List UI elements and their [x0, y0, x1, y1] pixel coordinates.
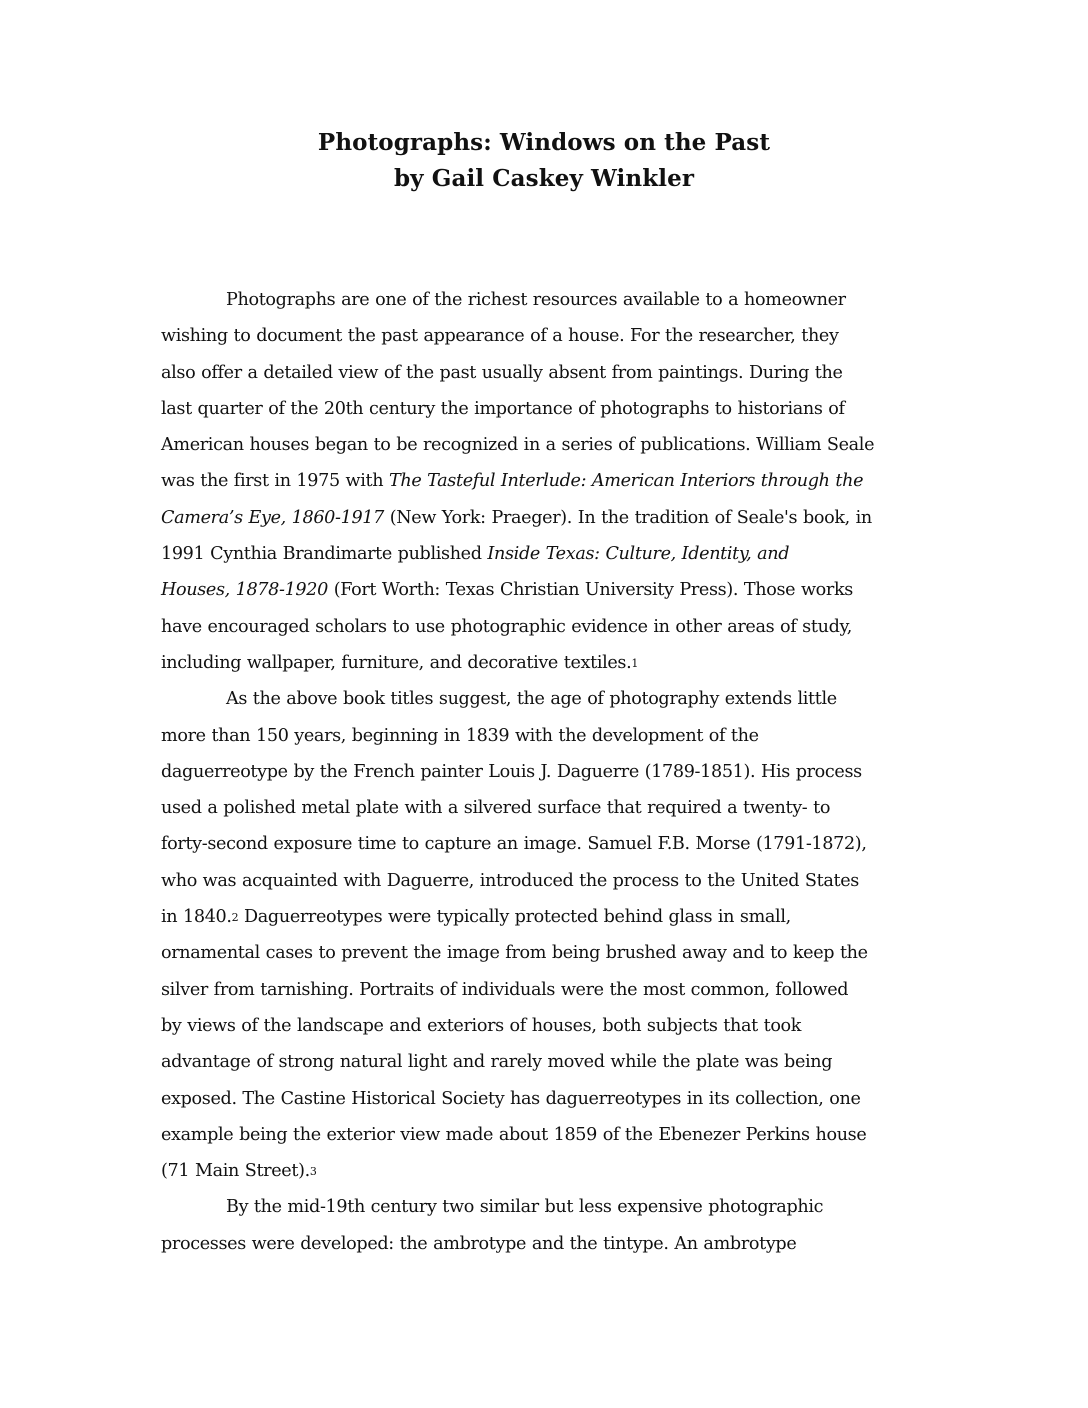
line-text: (New York: Praeger). In the tradition of Seale's book, in	[383, 507, 872, 528]
paragraph-1-line: have encouraged scholars to use photographic evidence in other areas of study,	[161, 616, 852, 637]
body-text	[161, 282, 929, 1262]
paragraph-2-line: who was acquainted with Daguerre, introduced the process to the United States	[161, 870, 859, 891]
paragraph-2-line: more than 150 years, beginning in 1839 with the development of the	[161, 725, 759, 746]
paragraph-1-line: American houses began to be recognized in a series of publications. William Seale	[161, 435, 875, 456]
line-text: (Fort Worth: Texas Christian University Press). Those works	[327, 580, 853, 601]
paragraph-2-line: forty-second exposure time to capture an image. Samuel F.B. Morse (1791-1872),	[161, 834, 867, 855]
paragraph-2-line: by views of the landscape and exteriors of houses, both subjects that took	[161, 1015, 802, 1036]
book-title-italic: The Tasteful Interlude: American Interiors through the	[388, 471, 864, 492]
line-text: was the first in 1975 with	[161, 471, 389, 492]
paragraph-2-line: advantage of strong natural light and rarely moved while the plate was being	[161, 1052, 833, 1073]
paragraph-2-line: As the above book titles suggest, the age of photography extends little	[226, 689, 837, 710]
line-text: including wallpaper, furniture, and decorative textiles.	[161, 652, 632, 673]
paragraph-2-line: used a polished metal plate with a silvered surface that required a twenty- to	[161, 798, 831, 819]
book-title-italic: Houses, 1878-1920	[161, 580, 328, 601]
paragraph-2-line	[161, 899, 929, 935]
paragraph-1-line	[161, 645, 929, 681]
paragraph-3-line: By the mid-19th century two similar but less expensive photographic	[226, 1197, 824, 1218]
paragraph-2-line: ornamental cases to prevent the image from being brushed away and to keep the	[161, 943, 868, 964]
book-title-italic: Camera’s Eye, 1860-1917	[161, 507, 384, 528]
footnote-marker: 3	[309, 1165, 317, 1179]
paragraph-1-line	[161, 463, 929, 499]
paragraph-1-line: wishing to document the past appearance of a house. For the researcher, they	[161, 326, 839, 347]
footnote-marker: 1	[631, 656, 639, 670]
paragraph-2-line	[161, 1153, 929, 1189]
document-author: by Gail Caskey Winkler	[393, 165, 695, 192]
book-title-italic: Inside Texas: Culture, Identity, and	[487, 544, 790, 565]
paragraph-3-line: processes were developed: the ambrotype and the tintype. An ambrotype	[161, 1233, 797, 1254]
line-text: 1991 Cynthia Brandimarte published	[161, 544, 488, 565]
paragraph-2-line: silver from tarnishing. Portraits of individuals were the most common, followed	[161, 979, 849, 1000]
title-block	[0, 125, 1088, 197]
line-text: (71 Main Street).	[161, 1161, 310, 1182]
paragraph-1-line	[161, 536, 929, 572]
line-text: in 1840.	[161, 907, 232, 928]
paragraph-2-line: exposed. The Castine Historical Society has daguerreotypes in its collection, one	[161, 1088, 861, 1109]
paragraph-1-line	[161, 500, 929, 536]
footnote-marker: 2	[231, 911, 239, 925]
paragraph-2-line: daguerreotype by the French painter Louis J. Daguerre (1789-1851). His process	[161, 761, 862, 782]
line-text: Daguerreotypes were typically protected behind glass in small,	[238, 907, 791, 928]
paragraph-1-line: last quarter of the 20th century the importance of photographs to historians of	[161, 398, 845, 419]
paragraph-1-line: also offer a detailed view of the past usually absent from paintings. During the	[161, 362, 843, 383]
paragraph-1-line: Photographs are one of the richest resources available to a homeowner	[226, 290, 846, 310]
paragraph-1-line	[161, 572, 929, 608]
document-title: Photographs: Windows on the Past	[317, 129, 771, 156]
paragraph-2-line: example being the exterior view made about 1859 of the Ebenezer Perkins house	[161, 1124, 867, 1145]
